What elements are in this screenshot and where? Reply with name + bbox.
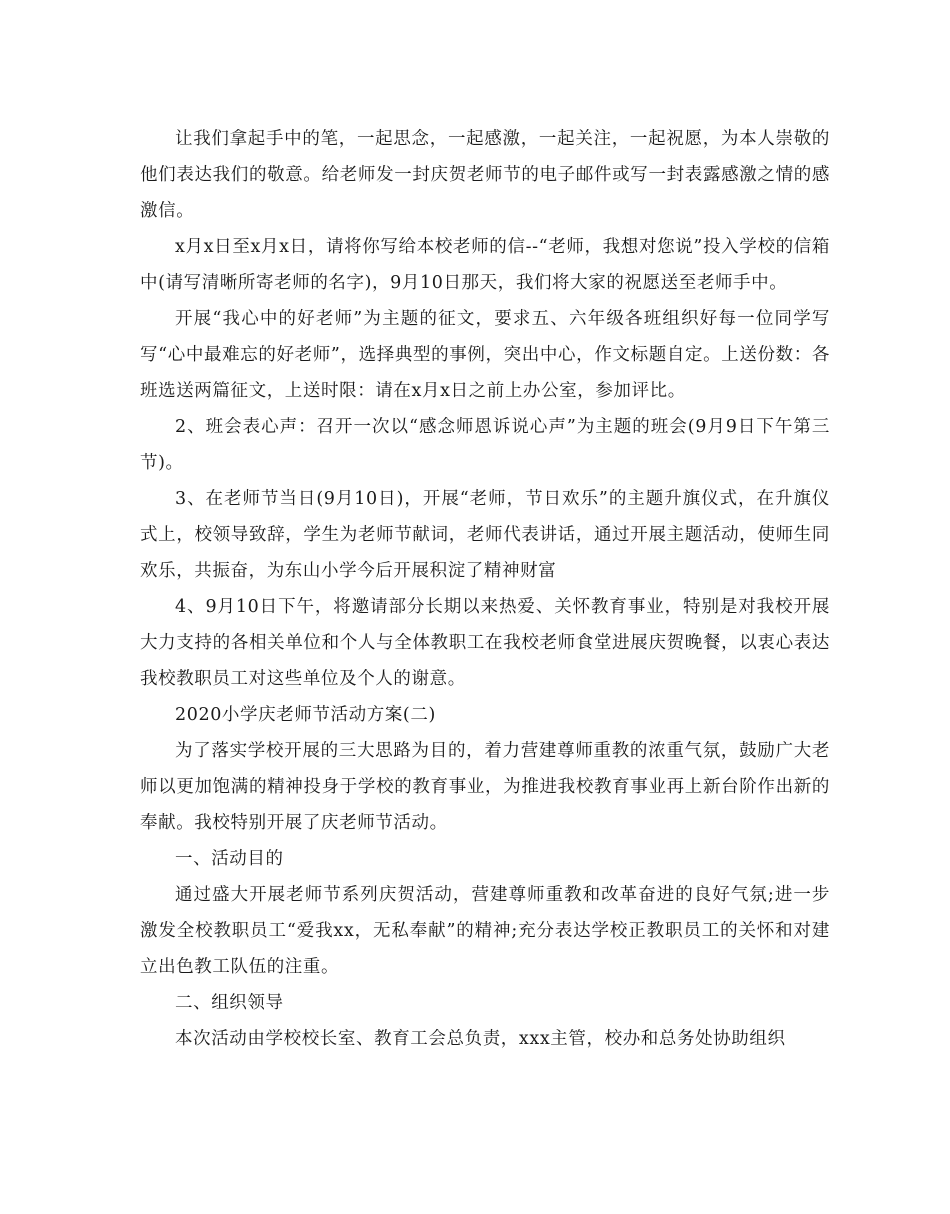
paragraph-4: 2、班会表心声：召开一次以“感念师恩诉说心声”为主题的班会(9月9日下午第三节)。 — [140, 417, 830, 473]
paragraph-1: 让我们拿起手中的笔，一起思念，一起感激，一起关注，一起祝愿，为本人崇敬的他们表达我们的敬意。给老师发一封庆贺老师节的电子邮件或写一封表露感激之情的感激信。 — [140, 129, 830, 221]
paragraph-6: 4、9月10日下午，将邀请部分长期以来热爱、关怀教育事业，特别是对我校开展大力支持的各相关单位和个人与全体教职工在我校老师食堂进展庆贺晚餐，以衷心表达我校教职员工对这些单位及个人的谢意。 — [140, 597, 830, 689]
paragraph-5: 3、在老师节当日(9月10日)，开展“老师，节日欢乐”的主题升旗仪式，在升旗仪式上，校领导致辞，学生为老师节献词，老师代表讲话，通过开展主题活动，使师生同欢乐，共振奋，为东山小学今后开展积淀了精神财富 — [140, 489, 830, 581]
paragraph-7: 为了落实学校开展的三大思路为目的，着力营建尊师重教的浓重气氛，鼓励广大老师以更加饱满的精神投身于学校的教育事业，为推进我校教育事业再上新台阶作出新的奉献。我校特别开展了庆老师节活动。 — [140, 741, 830, 833]
heading-purpose: 一、活动目的 — [175, 849, 284, 869]
section-title: 2020小学庆老师节活动方案(二) — [175, 705, 436, 725]
paragraph-8: 通过盛大开展老师节系列庆贺活动，营建尊师重教和改革奋进的良好气氛;进一步激发全校教职员工“爱我xx，无私奉献”的精神;充分表达学校正教职员工的关怀和对建立出色教工队伍的注重。 — [140, 885, 830, 977]
document-body — [140, 121, 830, 1057]
paragraph-9: 本次活动由学校校长室、教育工会总负责，xxx主管，校办和总务处协助组织 — [175, 1029, 786, 1049]
paragraph-3: 开展“我心中的好老师”为主题的征文，要求五、六年级各班组织好每一位同学写写“心中最难忘的好老师”，选择典型的事例，突出中心，作文标题自定。上送份数：各班选送两篇征文，上送时限：请在x月x日之前上办公室，参加评比。 — [140, 309, 830, 401]
heading-organization: 二、组织领导 — [175, 993, 284, 1013]
paragraph-2: x月x日至x月x日，请将你写给本校老师的信--“老师，我想对您说”投入学校的信箱中(请写清晰所寄老师的名字)，9月10日那天，我们将大家的祝愿送至老师手中。 — [140, 237, 830, 293]
